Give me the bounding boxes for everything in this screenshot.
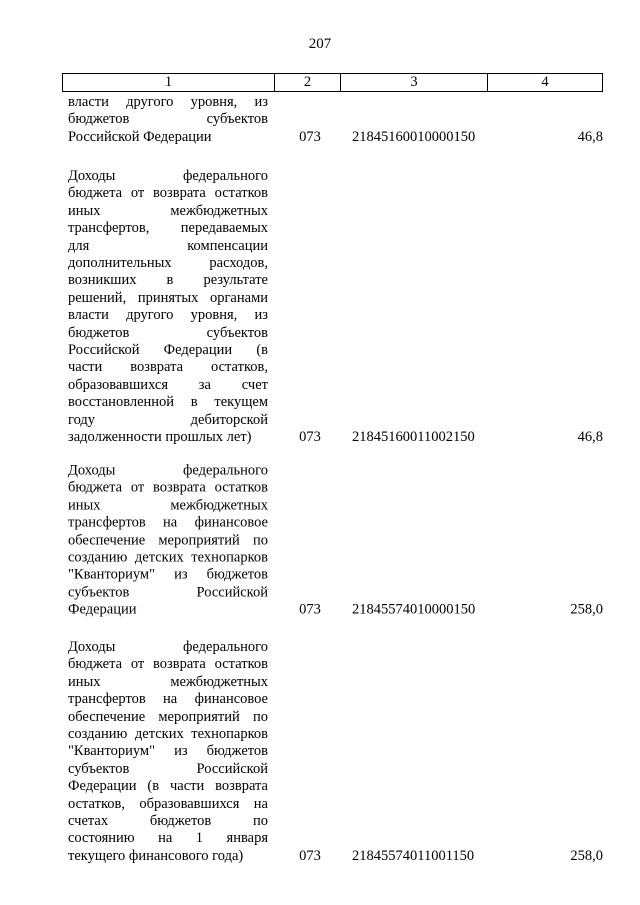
description-line: счетах бюджетов по xyxy=(68,813,268,830)
description-line: остатков, образовавшихся на xyxy=(68,795,268,812)
description-line: части возврата остатков, xyxy=(68,359,268,376)
description-line: решений, принятых органами xyxy=(68,290,268,307)
column-header-3: 3 xyxy=(341,74,488,92)
description-line: Доходы федерального xyxy=(68,462,268,479)
description-line: восстановленной в текущем xyxy=(68,394,268,411)
kbk-code-cell: 21845160010000150 xyxy=(352,128,476,145)
description-line: субъектов Российской xyxy=(68,761,268,778)
kbk-code-cell: 21845574011001150 xyxy=(352,847,475,864)
description-line: бюджетов субъектов xyxy=(68,111,268,128)
kbk-code-cell: 21845574010000150 xyxy=(352,601,476,618)
description-line: задолженности прошлых лет) xyxy=(68,429,252,446)
page-number: 207 xyxy=(308,36,332,52)
description-line: созданию детских технопарков xyxy=(68,726,268,743)
amount-cell: 258,0 xyxy=(570,847,603,864)
description-line: Федерации (в части возврата xyxy=(68,778,268,795)
column-header-table xyxy=(62,73,603,92)
row-description xyxy=(68,463,268,620)
column-header-2: 2 xyxy=(275,74,341,92)
description-line: иных межбюджетных xyxy=(68,674,268,691)
description-line: бюджета от возврата остатков xyxy=(68,480,268,497)
description-line: "Кванториум" из бюджетов xyxy=(68,567,268,584)
description-line: Федерации xyxy=(68,601,137,618)
description-line: обеспечение мероприятий по xyxy=(68,708,268,725)
description-line: возникших в результате xyxy=(68,272,268,289)
description-line: дополнительных расходов, xyxy=(68,255,268,272)
column-header-row xyxy=(63,74,603,92)
amount-cell: 46,8 xyxy=(577,128,603,145)
column-header-4: 4 xyxy=(488,74,603,92)
description-line: иных межбюджетных xyxy=(68,497,268,514)
amount-cell: 46,8 xyxy=(577,429,603,446)
description-line: образовавшихся за счет xyxy=(68,377,268,394)
description-line: бюджета от возврата остатков xyxy=(68,185,268,202)
column-header-1: 1 xyxy=(63,74,275,92)
description-line: бюджетов субъектов xyxy=(68,324,268,341)
admin-code-cell: 073 xyxy=(299,601,321,618)
description-line: текущего финансового года) xyxy=(68,848,244,865)
description-line: трансфертов, передаваемых xyxy=(68,220,268,237)
admin-code-cell: 073 xyxy=(299,847,321,864)
admin-code-cell: 073 xyxy=(299,429,321,446)
description-line: для компенсации xyxy=(68,237,268,254)
description-line: Доходы федерального xyxy=(68,639,268,656)
description-line: обеспечение мероприятий по xyxy=(68,532,268,549)
row-description xyxy=(68,168,268,447)
description-line: году дебиторской xyxy=(68,411,268,428)
description-line: бюджета от возврата остатков xyxy=(68,656,268,673)
description-line: субъектов Российской xyxy=(68,584,268,601)
row-description xyxy=(68,639,268,865)
amount-cell: 258,0 xyxy=(570,601,603,618)
description-line: состоянию на 1 января xyxy=(68,830,268,847)
description-line: Доходы федерального xyxy=(68,168,268,185)
admin-code-cell: 073 xyxy=(299,128,321,145)
description-line: трансфертов на финансовое xyxy=(68,691,268,708)
description-line: Российской Федерации (в xyxy=(68,342,268,359)
description-line: созданию детских технопарков xyxy=(68,549,268,566)
description-line: власти другого уровня, из xyxy=(68,94,268,110)
description-line: Российской Федерации xyxy=(68,128,212,145)
description-line: "Кванториум" из бюджетов xyxy=(68,743,268,760)
row-description xyxy=(68,94,268,146)
kbk-code-cell: 21845160011002150 xyxy=(352,429,475,446)
description-line: власти другого уровня, из xyxy=(68,307,268,324)
description-line: трансфертов на финансовое xyxy=(68,514,268,531)
description-line: иных межбюджетных xyxy=(68,203,268,220)
